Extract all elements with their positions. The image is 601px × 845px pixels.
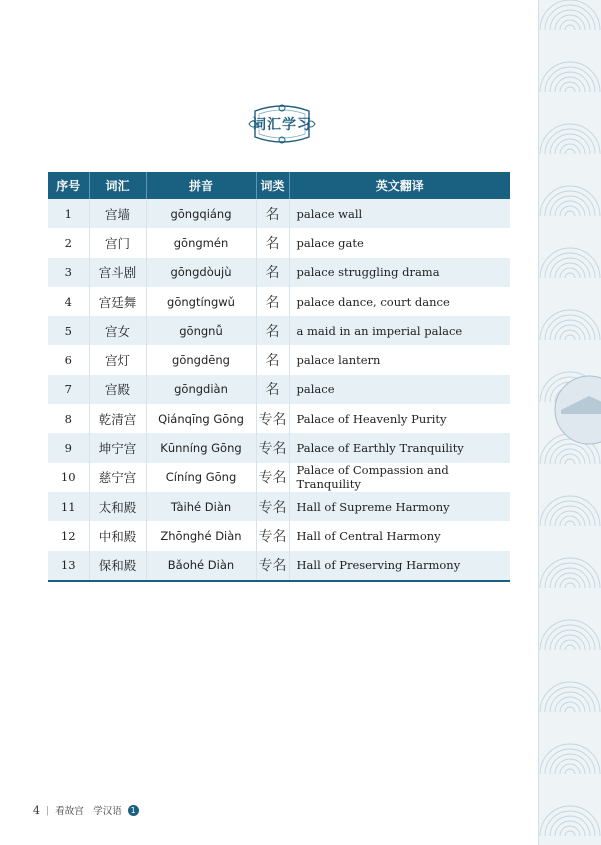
cell-number: 3	[48, 258, 89, 287]
table-row	[48, 199, 510, 228]
wave-arc	[545, 191, 595, 216]
volume-badge: 1	[128, 805, 139, 816]
cell-number: 6	[48, 345, 89, 374]
wave-arc	[545, 625, 595, 650]
section-title-badge	[247, 103, 317, 145]
wave-arc	[565, 459, 575, 464]
wave-arc	[555, 263, 585, 278]
wave-arc	[565, 211, 575, 216]
wave-arc	[565, 583, 575, 588]
wave-arc	[555, 77, 585, 92]
cell-english: Hall of Central Harmony	[289, 521, 510, 550]
table-row	[48, 228, 510, 257]
wave-arc	[555, 139, 585, 154]
cell-number: 9	[48, 433, 89, 462]
cell-number: 4	[48, 287, 89, 316]
header-pinyin: 拼音	[146, 172, 256, 199]
cell-number: 2	[48, 228, 89, 257]
section-title: 词汇学习	[252, 117, 312, 133]
wave-arc	[555, 759, 585, 774]
table-row	[48, 258, 510, 287]
cell-part-of-speech: 名	[256, 375, 289, 404]
cell-pinyin: Kūnníng Gōng	[146, 433, 256, 462]
cell-part-of-speech: 名	[256, 316, 289, 345]
wave-arc	[545, 687, 595, 712]
wave-arc	[545, 253, 595, 278]
wave-arc	[565, 831, 575, 836]
wave-arc	[545, 811, 595, 836]
table-row	[48, 433, 510, 462]
cell-word: 中和殿	[89, 521, 146, 550]
cell-number: 12	[48, 521, 89, 550]
cell-number: 7	[48, 375, 89, 404]
wave-arc	[545, 5, 595, 30]
cell-pinyin: Tàihé Diàn	[146, 492, 256, 521]
wave-arc	[545, 749, 595, 774]
wave-arc	[545, 563, 595, 588]
wave-arc	[545, 501, 595, 526]
cell-word: 宫女	[89, 316, 146, 345]
wave-arc	[555, 635, 585, 650]
cell-english: palace gate	[289, 228, 510, 257]
cell-english: palace dance, court dance	[289, 287, 510, 316]
cell-part-of-speech: 专名	[256, 433, 289, 462]
wave-arc	[555, 511, 585, 526]
wave-arc	[555, 821, 585, 836]
cell-word: 慈宁宫	[89, 463, 146, 492]
table-row	[48, 287, 510, 316]
table-row	[48, 375, 510, 404]
cell-number: 8	[48, 404, 89, 433]
cell-word: 宫墙	[89, 199, 146, 228]
cell-word: 宫廷舞	[89, 287, 146, 316]
cell-pinyin: Qiánqīng Gōng	[146, 404, 256, 433]
wave-arc	[565, 335, 575, 340]
wave-arc	[555, 697, 585, 712]
cell-number: 1	[48, 199, 89, 228]
cell-part-of-speech: 专名	[256, 551, 289, 581]
header-word: 词汇	[89, 172, 146, 199]
cell-english: a maid in an imperial palace	[289, 316, 510, 345]
header-number: 序号	[48, 172, 89, 199]
cell-pinyin: gōngdiàn	[146, 375, 256, 404]
cell-pinyin: gōngdēng	[146, 345, 256, 374]
cell-word: 乾清宫	[89, 404, 146, 433]
cell-word: 宫灯	[89, 345, 146, 374]
wave-arc	[565, 707, 575, 712]
cell-number: 11	[48, 492, 89, 521]
cell-number: 5	[48, 316, 89, 345]
wave-arc	[555, 573, 585, 588]
cell-number: 10	[48, 463, 89, 492]
cell-part-of-speech: 专名	[256, 521, 289, 550]
cell-pinyin: gōngnǚ	[146, 316, 256, 345]
cell-pinyin: Bǎohé Diàn	[146, 551, 256, 581]
cell-word: 保和殿	[89, 551, 146, 581]
cell-english: palace	[289, 375, 510, 404]
header-english: 英文翻译	[289, 172, 510, 199]
wave-arc	[565, 273, 575, 278]
footer-separator: |	[46, 804, 50, 816]
cell-part-of-speech: 专名	[256, 492, 289, 521]
header-part-of-speech: 词类	[256, 172, 289, 199]
cell-pinyin: Cíníng Gōng	[146, 463, 256, 492]
cell-part-of-speech: 专名	[256, 404, 289, 433]
cell-part-of-speech: 名	[256, 345, 289, 374]
cell-pinyin: gōngqiáng	[146, 199, 256, 228]
table-header-row	[48, 172, 510, 199]
wave-arc	[565, 769, 575, 774]
cell-english: palace struggling drama	[289, 258, 510, 287]
wave-arc	[565, 25, 575, 30]
table-row	[48, 521, 510, 550]
cell-number: 13	[48, 551, 89, 581]
cell-part-of-speech: 名	[256, 258, 289, 287]
wave-arc	[555, 15, 585, 30]
page-number: 4	[33, 803, 40, 817]
table-row	[48, 345, 510, 374]
wave-arc	[555, 449, 585, 464]
cell-pinyin: gōngtíngwǔ	[146, 287, 256, 316]
cell-part-of-speech: 名	[256, 228, 289, 257]
cell-pinyin: Zhōnghé Diàn	[146, 521, 256, 550]
cell-word: 坤宁宫	[89, 433, 146, 462]
cell-english: Hall of Preserving Harmony	[289, 551, 510, 581]
cell-pinyin: gōngmén	[146, 228, 256, 257]
cell-english: Hall of Supreme Harmony	[289, 492, 510, 521]
cell-english: palace lantern	[289, 345, 510, 374]
wave-arc	[545, 129, 595, 154]
wave-arc	[555, 201, 585, 216]
wave-pattern-icon	[539, 0, 601, 845]
page-footer	[33, 803, 139, 817]
cell-pinyin: gōngdòujù	[146, 258, 256, 287]
table-row	[48, 492, 510, 521]
table-row	[48, 551, 510, 581]
book-title: 看故宫 学汉语	[55, 806, 122, 817]
wave-arc	[565, 645, 575, 650]
cell-english: Palace of Compassion and Tranquility	[289, 463, 510, 492]
cell-word: 宫斗剧	[89, 258, 146, 287]
wave-arc	[545, 67, 595, 92]
wave-arc	[565, 87, 575, 92]
cell-part-of-speech: 名	[256, 199, 289, 228]
table-row	[48, 404, 510, 433]
cell-english: Palace of Earthly Tranquility	[289, 433, 510, 462]
decorative-side-strip	[538, 0, 601, 845]
cell-part-of-speech: 名	[256, 287, 289, 316]
cell-english: Palace of Heavenly Purity	[289, 404, 510, 433]
table-row	[48, 463, 510, 492]
cell-word: 太和殿	[89, 492, 146, 521]
wave-arc	[555, 325, 585, 340]
cell-english: palace wall	[289, 199, 510, 228]
cell-word: 宫殿	[89, 375, 146, 404]
wave-arc	[545, 315, 595, 340]
wave-arc	[565, 149, 575, 154]
wave-arc	[565, 521, 575, 526]
cell-part-of-speech: 专名	[256, 463, 289, 492]
cell-word: 宫门	[89, 228, 146, 257]
table-row	[48, 316, 510, 345]
vocabulary-table	[48, 172, 510, 582]
